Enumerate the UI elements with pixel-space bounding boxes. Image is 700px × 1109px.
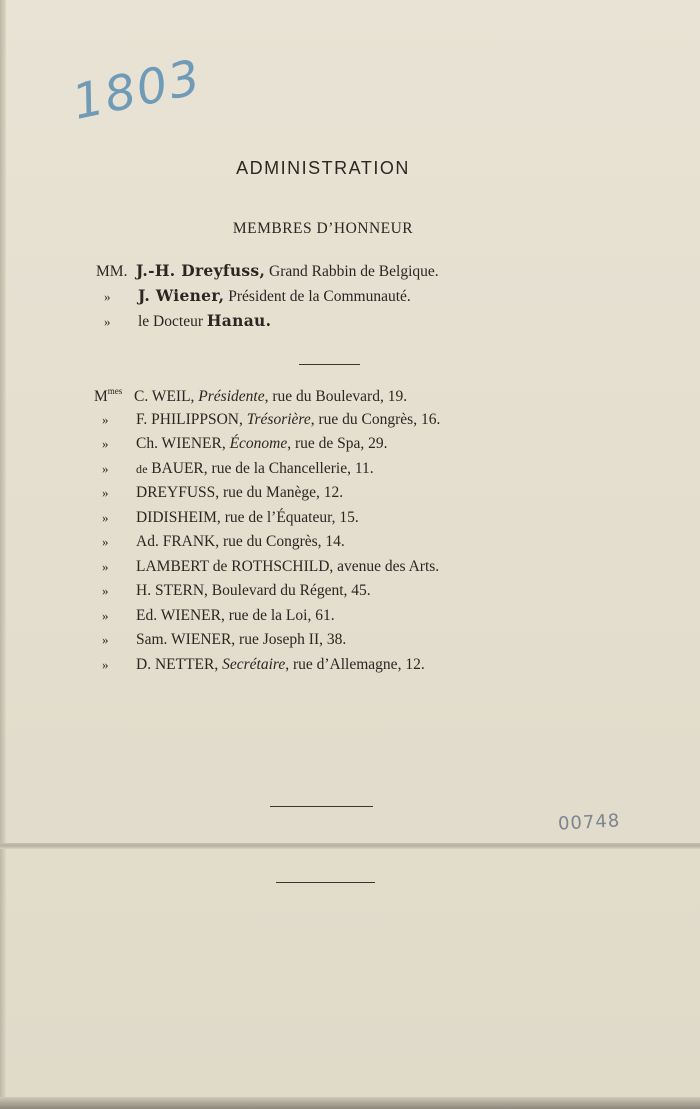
member-name: Ch. WIENER,	[136, 435, 230, 452]
list-item	[94, 509, 440, 534]
page-bottom-edge	[0, 1097, 700, 1109]
member-name: H. STERN,	[136, 582, 212, 599]
member-address: , rue du Congrès, 16.	[310, 410, 441, 428]
list-item	[94, 558, 440, 583]
member-address: rue Joseph II, 38.	[239, 631, 347, 648]
section-subheading: MEMBRES D’HONNEUR	[232, 220, 414, 237]
committee-members-list	[94, 386, 440, 680]
member-pre: le Docteur	[138, 313, 207, 330]
list-item	[94, 582, 440, 607]
ditto-mark: »	[102, 485, 109, 500]
member-name: D. NETTER,	[136, 655, 223, 673]
list-item	[94, 411, 440, 436]
ditto-mark: »	[102, 509, 109, 525]
member-role: Présidente	[198, 388, 265, 405]
member-name: J.-H. Dreyfuss,	[136, 261, 266, 280]
list-item	[96, 311, 439, 336]
ditto-mark: »	[102, 632, 109, 647]
member-address: rue du Manège, 12.	[223, 484, 344, 501]
ditto-mark: »	[102, 534, 109, 549]
member-name: J. Wiener,	[138, 286, 225, 305]
member-role: Trésorière	[246, 410, 311, 428]
member-address: rue de la Chancellerie, 11.	[211, 459, 374, 477]
list-item	[94, 460, 440, 485]
member-name: Sam. WIENER,	[136, 631, 240, 648]
row-prefix: MM.	[96, 263, 128, 280]
list-item	[94, 607, 440, 632]
ditto-mark: »	[102, 460, 109, 476]
member-address: , rue de Spa, 29.	[287, 435, 388, 452]
member-name: Ed. WIENER,	[136, 606, 229, 624]
member-name: Ad. FRANK,	[136, 533, 223, 550]
list-item	[94, 484, 440, 509]
mmes-prefix	[94, 386, 134, 406]
member-name: DIDISHEIM,	[136, 508, 225, 526]
divider-rule	[276, 882, 375, 883]
member-role: Secrétaire	[222, 655, 286, 673]
member-name: F. PHILIPPSON,	[136, 410, 247, 428]
ditto-mark: »	[104, 289, 111, 304]
member-title: Grand Rabbin de Belgique.	[265, 263, 439, 280]
list-item	[96, 261, 439, 286]
divider-rule	[299, 364, 360, 365]
page-heading: ADMINISTRATION	[236, 158, 410, 178]
page-fold	[0, 843, 700, 849]
list-item	[94, 386, 440, 411]
member-particle: de	[136, 461, 152, 476]
member-name: C. WEIL,	[134, 388, 199, 405]
member-name: DREYFUSS,	[136, 484, 223, 501]
divider-rule	[270, 806, 373, 807]
member-address: rue de l’Équateur, 15.	[224, 508, 359, 526]
handwritten-archive-number: 00748	[557, 810, 621, 835]
list-item	[94, 656, 440, 681]
list-item	[94, 631, 440, 656]
member-address: , rue du Boulevard, 19.	[264, 388, 408, 405]
list-item	[96, 286, 439, 311]
member-address: Boulevard du Régent, 45.	[211, 582, 371, 599]
member-name: Hanau.	[206, 311, 272, 330]
member-name: BAUER,	[151, 459, 212, 477]
ditto-mark: »	[102, 558, 109, 574]
ditto-mark: »	[102, 411, 109, 427]
member-address: , rue d’Allemagne, 12.	[285, 655, 425, 673]
member-name: LAMBERT de ROTHSCHILD,	[136, 557, 338, 575]
member-address: rue du Congrès, 14.	[222, 533, 345, 550]
member-title: Président de la Communauté.	[224, 288, 411, 305]
list-item	[94, 435, 440, 460]
mmes-sup: mes	[107, 386, 123, 396]
handwritten-pencil-number: 1803	[67, 49, 207, 131]
ditto-mark: »	[104, 314, 111, 329]
member-role: Économe	[229, 435, 288, 452]
member-address: rue de la Loi, 61.	[228, 606, 335, 624]
ditto-mark: »	[102, 656, 109, 672]
ditto-mark: »	[102, 583, 109, 598]
member-address: avenue des Arts.	[337, 557, 440, 575]
list-item	[94, 533, 440, 558]
honorary-members-list	[96, 261, 439, 336]
mmes-base: M	[94, 388, 108, 405]
ditto-mark: »	[102, 607, 109, 623]
ditto-mark: »	[102, 436, 109, 451]
